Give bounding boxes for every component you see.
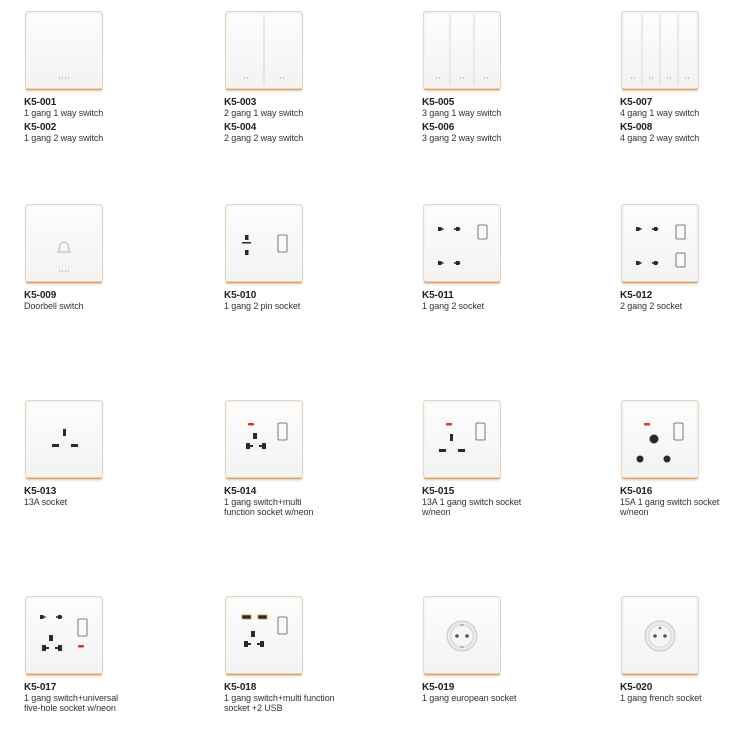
doorbell-switch-icon-drawing	[26, 205, 102, 281]
2-gang-2-socket-icon-drawing	[622, 205, 698, 281]
doorbell-switch-icon	[26, 205, 102, 281]
product-description: 4 gang 1 way switch	[620, 108, 700, 118]
product-code: K5-016	[620, 486, 653, 497]
product-description: 2 gang 2 socket	[620, 301, 683, 311]
product-code: K5-014	[224, 486, 257, 497]
13a-socket-icon-drawing	[26, 401, 102, 477]
product-description: 3 gang 1 way switch	[422, 108, 502, 118]
product-cell	[422, 205, 572, 311]
product-cell	[24, 401, 174, 507]
product-cell	[620, 205, 729, 311]
15a-switch-socket-neon-icon	[622, 401, 698, 477]
product-description: 2 gang 1 way switch	[224, 108, 304, 118]
universal-five-hole-socket-icon-drawing	[26, 597, 102, 673]
product-code: K5-015	[422, 486, 455, 497]
product-code: K5-009	[24, 290, 57, 301]
product-code: K5-011	[422, 290, 454, 301]
product-cell	[24, 597, 174, 713]
product-code: K5-005	[422, 97, 455, 108]
switch-4-gang-icon	[622, 12, 698, 88]
product-code: K5-010	[224, 290, 257, 301]
product-description: 15A 1 gang switch socket	[620, 497, 720, 507]
product-description: 13A 1 gang switch socket	[422, 497, 522, 507]
product-code: K5-001	[24, 97, 57, 108]
product-description: 1 gang 2 way switch	[24, 133, 104, 143]
product-description: socket +2 USB	[224, 703, 283, 713]
product-description: 1 gang european socket	[422, 693, 517, 703]
2-socket-icon	[424, 205, 500, 281]
2-pin-socket-icon	[226, 205, 302, 281]
product-cell	[422, 12, 572, 143]
switch-1-gang-icon-drawing	[26, 12, 102, 88]
switch-1-gang-icon	[26, 12, 102, 88]
switch-3-gang-icon	[424, 12, 500, 88]
switch-2-gang-icon	[226, 12, 302, 88]
product-description: 3 gang 2 way switch	[422, 133, 502, 143]
european-socket-icon-drawing	[424, 597, 500, 673]
product-cell	[224, 12, 374, 143]
product-cell	[620, 401, 729, 517]
multi-function-socket-usb-icon	[226, 597, 302, 673]
product-code: K5-002	[24, 122, 57, 133]
2-socket-icon-drawing	[424, 205, 500, 281]
product-description: function socket w/neon	[224, 507, 314, 517]
product-cell	[422, 401, 572, 517]
product-code: K5-007	[620, 97, 653, 108]
2-pin-socket-icon-drawing	[226, 205, 302, 281]
product-code: K5-019	[422, 682, 455, 693]
european-socket-icon	[424, 597, 500, 673]
product-cell	[224, 597, 374, 713]
product-cell	[422, 597, 572, 703]
product-code: K5-013	[24, 486, 57, 497]
product-cell	[620, 12, 729, 143]
french-socket-icon-drawing	[622, 597, 698, 673]
multi-function-socket-neon-icon-drawing	[226, 401, 302, 477]
product-code: K5-003	[224, 97, 257, 108]
product-description: five-hole socket w/neon	[24, 703, 116, 713]
product-code: K5-008	[620, 122, 653, 133]
product-code: K5-004	[224, 122, 257, 133]
universal-five-hole-socket-icon	[26, 597, 102, 673]
product-description: 1 gang 2 pin socket	[224, 301, 301, 311]
product-description: w/neon	[620, 507, 649, 517]
multi-function-socket-usb-icon-drawing	[226, 597, 302, 673]
switch-3-gang-icon-drawing	[424, 12, 500, 88]
15a-switch-socket-neon-icon-drawing	[622, 401, 698, 477]
product-code: K5-006	[422, 122, 455, 133]
product-description: w/neon	[422, 507, 451, 517]
multi-function-socket-neon-icon	[226, 401, 302, 477]
product-description: 4 gang 2 way switch	[620, 133, 700, 143]
product-description: 1 gang switch+multi	[224, 497, 302, 507]
product-code: K5-018	[224, 682, 257, 693]
product-description: 1 gang 2 socket	[422, 301, 485, 311]
13a-switch-socket-neon-icon	[424, 401, 500, 477]
product-cell	[620, 597, 729, 703]
product-description: 1 gang switch+multi function	[224, 693, 335, 703]
product-code: K5-017	[24, 682, 57, 693]
french-socket-icon	[622, 597, 698, 673]
13a-socket-icon	[26, 401, 102, 477]
13a-switch-socket-neon-icon-drawing	[424, 401, 500, 477]
switch-4-gang-icon-drawing	[622, 12, 698, 88]
product-description: Doorbell switch	[24, 301, 84, 311]
product-cell	[24, 12, 174, 143]
product-description: 2 gang 2 way switch	[224, 133, 304, 143]
product-code: K5-012	[620, 290, 653, 301]
product-description: 1 gang french socket	[620, 693, 702, 703]
product-cell	[224, 205, 374, 311]
switch-2-gang-icon-drawing	[226, 12, 302, 88]
product-code: K5-020	[620, 682, 653, 693]
product-cell	[24, 205, 174, 311]
2-gang-2-socket-icon	[622, 205, 698, 281]
product-cell	[224, 401, 374, 517]
product-description: 13A socket	[24, 497, 68, 507]
product-description: 1 gang 1 way switch	[24, 108, 104, 118]
product-description: 1 gang switch+universal	[24, 693, 119, 703]
